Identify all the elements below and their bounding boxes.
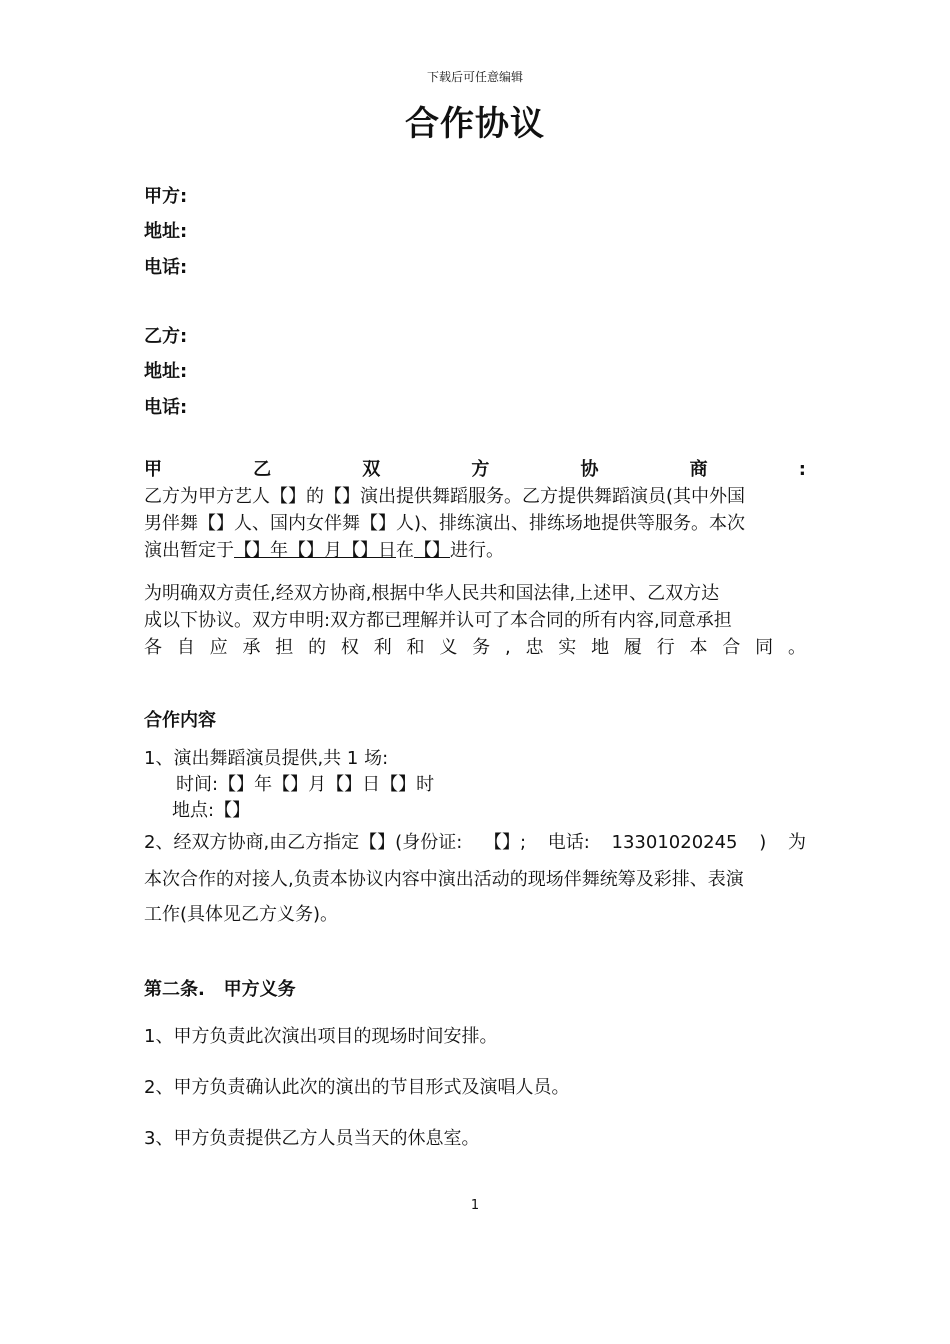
intro-line-2: 男伴舞【】人、国内女伴舞【】人)、排练演出、排练场地提供等服务。本次 bbox=[144, 513, 746, 534]
item2-part: 13301020245 bbox=[611, 832, 738, 853]
purpose-char: 各 bbox=[144, 637, 162, 658]
purpose-char: 和 bbox=[406, 637, 425, 658]
article-2-heading: 第二条. 甲方义务 bbox=[144, 979, 296, 1000]
purpose-char: 地 bbox=[591, 637, 610, 658]
negotiation-char: : bbox=[798, 459, 806, 480]
negotiation-char: 协 bbox=[580, 459, 599, 480]
purpose-char: 利 bbox=[373, 637, 392, 658]
cooperation-heading: 合作内容 bbox=[144, 710, 216, 731]
cooperation-item-2-line-2: 本次合作的对接人,负责本协议内容中演出活动的现场伴舞统筹及彩排、表演 bbox=[144, 869, 744, 890]
purpose-char: , bbox=[504, 637, 511, 658]
party-b-phone-label: 电话: bbox=[144, 397, 188, 418]
purpose-char: 合 bbox=[722, 637, 741, 658]
purpose-char: 。 bbox=[787, 637, 806, 658]
item2-part: 2、经双方协商,由乙方指定【】(身份证: bbox=[144, 832, 463, 853]
purpose-char: 应 bbox=[209, 637, 228, 658]
item2-part: 电话: bbox=[547, 832, 590, 853]
intro-suffix: 进行。 bbox=[450, 540, 504, 561]
purpose-char: 同 bbox=[755, 637, 774, 658]
purpose-char: 行 bbox=[656, 637, 675, 658]
purpose-char: 权 bbox=[340, 637, 359, 658]
intro-place: 【】 bbox=[414, 540, 450, 561]
page-number: 1 bbox=[470, 1198, 480, 1213]
cooperation-place: 地点:【】 bbox=[172, 800, 251, 821]
article-2-item-2: 2、甲方负责确认此次的演出的节目形式及演唱人员。 bbox=[144, 1077, 570, 1098]
purpose-char: 自 bbox=[176, 637, 195, 658]
intro-date: 【】年【】月【】日 bbox=[234, 540, 396, 561]
intro-line-1: 乙方为甲方艺人【】的【】演出提供舞蹈服务。乙方提供舞蹈演员(其中外国 bbox=[144, 486, 746, 507]
purpose-line-2: 成以下协议。双方申明:双方都已理解并认可了本合同的所有内容,同意承担 bbox=[144, 610, 732, 631]
negotiation-char: 商 bbox=[689, 459, 708, 480]
article-2-item-3: 3、甲方负责提供乙方人员当天的休息室。 bbox=[144, 1128, 480, 1149]
party-b-label: 乙方: bbox=[144, 326, 188, 347]
party-b-address-label: 地址: bbox=[144, 361, 188, 382]
purpose-char: 的 bbox=[308, 637, 327, 658]
purpose-char: 务 bbox=[472, 637, 491, 658]
article-2-item-1: 1、甲方负责此次演出项目的现场时间安排。 bbox=[144, 1026, 498, 1047]
purpose-char: 本 bbox=[689, 637, 708, 658]
cooperation-item-1: 1、演出舞蹈演员提供,共 1 场: bbox=[144, 748, 389, 769]
purpose-char: 实 bbox=[558, 637, 577, 658]
purpose-char: 履 bbox=[623, 637, 642, 658]
negotiation-char: 甲 bbox=[144, 459, 162, 480]
purpose-char: 忠 bbox=[525, 637, 544, 658]
cooperation-time: 时间:【】年【】月【】日【】时 bbox=[176, 774, 435, 795]
negotiation-heading bbox=[144, 456, 806, 483]
party-a-phone-label: 电话: bbox=[144, 257, 188, 278]
item2-part: 为 bbox=[787, 832, 806, 853]
intro-at: 在 bbox=[396, 540, 414, 561]
item2-part: ) bbox=[759, 832, 767, 853]
intro-line-3 bbox=[144, 537, 806, 564]
cooperation-item-2-line-3: 工作(具体见乙方义务)。 bbox=[144, 904, 339, 925]
negotiation-char: 双 bbox=[362, 459, 381, 480]
intro-date-prefix: 演出暂定于 bbox=[144, 540, 234, 561]
item2-part: 【】; bbox=[483, 832, 527, 853]
negotiation-char: 方 bbox=[471, 459, 490, 480]
page-header: 下载后可任意编辑 bbox=[426, 70, 523, 84]
page-title: 合作协议 bbox=[405, 104, 545, 144]
purpose-char: 担 bbox=[275, 637, 294, 658]
cooperation-item-2-line-1 bbox=[144, 829, 806, 856]
party-a-address-label: 地址: bbox=[144, 221, 188, 242]
purpose-line-3 bbox=[144, 634, 806, 661]
negotiation-char: 乙 bbox=[253, 459, 272, 480]
party-a-label: 甲方: bbox=[144, 186, 188, 207]
purpose-char: 义 bbox=[439, 637, 458, 658]
purpose-line-1: 为明确双方责任,经双方协商,根据中华人民共和国法律,上述甲、乙双方达 bbox=[144, 583, 720, 604]
purpose-char: 承 bbox=[242, 637, 261, 658]
